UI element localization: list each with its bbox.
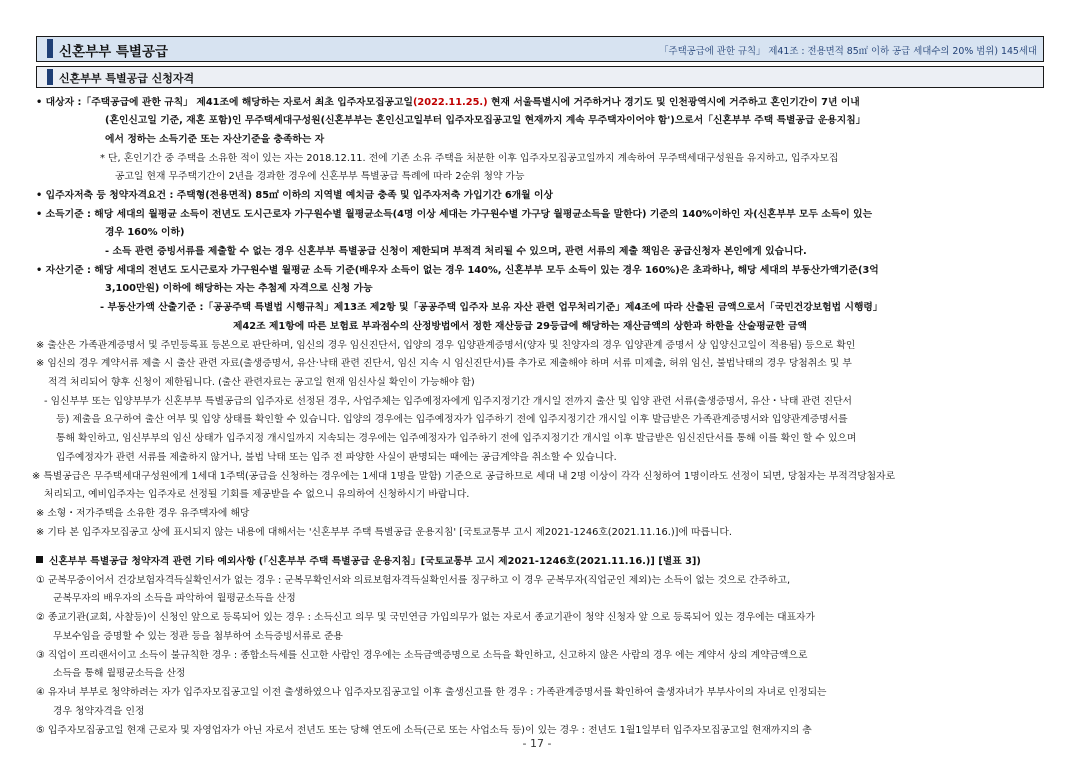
income-proof-note: - 소득 관련 증빙서류를 제출할 수 없는 경우 신혼부부 특별공급 신청이 제한되며 부적격 처리될 수 있으며, 관련 서류의 제출 책임은 공급신청자 본인에게 있습니다. (105, 246, 807, 257)
pregnancy-detail-line-3: 통해 확인하고, 임신부부의 임신 상태가 입주지정 개시일까지 지속되는 경우에는 입주예정자가 입주하기 전에 입주지정기간 개시일 이후 발급받은 임신진단서를 통해 이를 확인 할 수 있으며 (56, 433, 857, 444)
small-house-note: ※ 소형・저가주택을 소유한 경우 유주택자에 해당 (36, 508, 250, 519)
special-supply-note-line-2: 처리되고, 예비입주자는 입주자로 선정될 기회를 제공받을 수 없으니 유의하여 신청하시기 바랍니다. (44, 489, 470, 500)
eligibility-target-line-2: (혼인신고일 기준, 재혼 포함)인 무주택세대구성원(신혼부부는 혼인신고일부터 입주자모집공고일 현재까지 계속 무주택자이어야 함')으로서「신혼부부 주택 특별공급 운용지침」 (105, 115, 866, 126)
square-bullet-icon (36, 556, 43, 563)
income-criteria-line-2: 경우 160% 이하) (105, 227, 185, 238)
pregnancy-detail-line-1: - 임신부부 또는 입양부부가 신혼부부 특별공급의 입주자로 선정된 경우, 사업주체는 입주예정자에게 입주지정기간 개시일 전까지 출산 및 입양 관련 서류(출생증명서, 유산・낙태 관련 진단서 (44, 396, 853, 407)
asset-criteria-line-1: • 자산기준 : 해당 세대의 전년도 도시근로자 가구원수별 월평균 소득 기준(배우자 소득이 없는 경우 140%, 신혼부부 모두 소득이 있는 경우 160%)은 초과하나, 해당 세대의 부동산가액기준(3억 (36, 265, 879, 276)
exception-4-line-2: 경우 청약자격을 인정 (53, 706, 145, 717)
section-title-reference: 「주택공급에 관한 규칙」 제41조 : 전용면적 85㎡ 이하 공급 세대수의 20% 범위) 145세대 (659, 46, 1037, 57)
special-supply-note-line-1: ※ 특별공급은 무주택세대구성원에게 1세대 1주택(공급을 신청하는 경우에는 1세대 1명을 말함) 기준으로 공급하므로 세대 내 2명 이상이 각각 신청하여 1명이라도 선정이 되면, 당첨자는 부적격당첨자로 (32, 471, 896, 482)
savings-requirement-line: • 입주자저축 등 청약자격요건 : 주택형(전용면적) 85㎡ 이하의 지역별 예치금 충족 및 입주자저축 가입기간 6개월 이상 (36, 190, 553, 201)
pregnancy-detail-line-4: 입주예정자가 관련 서류를 제출하지 않거나, 불법 낙태 또는 입주 전 파양한 사실이 판명되는 때에는 공급계약을 취소할 수 있습니다. (56, 452, 617, 463)
exception-1-line-1: ① 군복무중이어서 건강보험자격득실확인서가 없는 경우 : 군복무확인서와 의료보험자격득실확인서를 징구하고 이 경우 군복무자(직업군인 제외)는 소득이 없는 것으로 간주하고, (36, 575, 791, 586)
exception-note-line-2: 공고일 현재 무주택기간이 2년을 경과한 경우에 신혼부부 특별공급 특례에 따라 2순위 청약 가능 (115, 171, 525, 182)
exception-3-line-1: ③ 직업이 프리랜서이고 소득이 불규칙한 경우 : 종합소득세를 신고한 사람인 경우에는 소득금액증명으로 소득을 확인하고, 신고하지 않은 사람의 경우 에는 계약서 상의 계약금액으로 (36, 650, 808, 661)
guideline-reference-note: ※ 기타 본 입주자모집공고 상에 표시되지 않는 내용에 대해서는 '신혼부부 주택 특별공급 운용지침' [국토교통부 고시 제2021-1246호(2021.11.16.)]에 따릅니다. (36, 527, 733, 538)
section-title: 신혼부부 특별공급 (59, 44, 169, 60)
subsection-accent-bar (47, 69, 53, 85)
property-value-criteria-line-1: - 부동산가액 산출기준 :「공공주택 특별법 시행규칙」제13조 제2항 및「공공주택 입주자 보유 자산 관련 업무처리기준」제4조에 따라 산출된 금액으로서「국민건강보험법 시행령」 (100, 302, 883, 313)
exception-3-line-2: 소득을 통해 월평균소득을 산정 (53, 668, 186, 679)
exceptions-heading-text: 신혼부부 특별공급 청약자격 관련 기타 예외사항 (「신혼부부 주택 특별공급 운용지침」[국토교통부 고시 제2021-1246호(2021.11.16.)] [별표 3]) (49, 556, 701, 567)
pregnancy-note-line-1: ※ 임신의 경우 계약서류 제출 시 출산 관련 자료(출생증명서, 유산·낙태 관련 진단서, 임신 지속 시 임신진단서)를 추가로 제출해야 하며 서류 미제출, 허위 임신, 불법낙태의 경우 당첨취소 및 부 (36, 358, 852, 369)
exception-1-line-2: 군복무자의 배우자의 소득을 파악하여 월평균소득을 산정 (53, 593, 296, 604)
exception-2-line-1: ② 종교기관(교회, 사찰등)이 신청인 앞으로 등록되어 있는 경우 : 소득신고 의무 및 국민연금 가입의무가 없는 자로서 종교기관이 청약 신청자 앞 으로 등록되어 있는 경우에는 대표자가 (36, 612, 815, 623)
subsection-title: 신혼부부 특별공급 신청자격 (59, 72, 195, 85)
eligibility-target-line-1 (36, 96, 860, 109)
title-accent-bar (47, 39, 53, 58)
subsection-bar (36, 66, 1044, 88)
pregnancy-detail-line-2: 등) 제출을 요구하여 출산 여부 및 입양 상태를 확인할 수 있습니다. 입양의 경우에는 입주예정자가 입주하기 전에 입주지정기간 개시일 이후 발급받은 가족관계증명서와 입양관계증명서를 (56, 414, 848, 425)
announcement-date-highlight: (2022.11.25.) (412, 97, 488, 108)
pregnancy-note-line-2: 적격 처리되어 향후 신청이 제한됩니다. (출산 관련자료는 공고일 현재 임신사실 확인이 가능해야 함) (48, 377, 475, 388)
section-title-bar (36, 36, 1044, 62)
page-number: - 17 - (522, 737, 552, 750)
exception-5-line-1: ⑤ 입주자모집공고일 현재 근로자 및 자영업자가 아닌 자로서 전년도 또는 당해 연도에 소득(근로 또는 사업소득 등)이 있는 경우 : 전년도 1월1일부터 입주자모집공고일 현재까지의 총 (36, 725, 812, 736)
asset-criteria-line-2: 3,100만원) 이하에 해당하는 자는 추첨제 자격으로 신청 가능 (105, 283, 373, 294)
property-value-criteria-line-2: 제42조 제1항에 따른 보험료 부과점수의 산정방법에서 정한 재산등급 29등급에 해당하는 재산금액의 상한과 하한을 산술평균한 금액 (233, 321, 807, 332)
income-criteria-line-1: • 소득기준 : 해당 세대의 월평균 소득이 전년도 도시근로자 가구원수별 월평균소득(4명 이상 세대는 가구원수별 가구당 월평균소득을 말한다) 기준의 140%이하인 자(신혼부부 모두 소득이 있는 (36, 209, 873, 220)
target-line-text: • 대상자 :「주택공급에 관한 규칙」 제41조에 해당하는 자로서 최초 입주자모집공고일(2022.11.25.) 현재 서울특별시에 거주하거나 경기도 및 인천광역시에 거주하고 혼인기간이 7년 이내 (36, 97, 860, 108)
exception-2-line-2: 무보수임을 증명할 수 있는 정관 등을 첨부하여 소득증빙서류로 준용 (53, 631, 343, 642)
exception-note-line-1: * 단, 혼인기간 중 주택을 소유한 적이 있는 자는 2018.12.11. 전에 기존 소유 주택을 처분한 이후 입주자모집공고일까지 계속하여 무주택세대구성원을 유지하고, 입주자모집 (100, 153, 839, 164)
eligibility-target-line-3: 에서 정하는 소득기준 또는 자산기준을 충족하는 자 (105, 134, 325, 145)
exception-4-line-1: ④ 유자녀 부부로 청약하려는 자가 입주자모집공고일 이전 출생하였으나 입주자모집공고일 이후 출생신고를 한 경우 : 가족관계증명서를 확인하여 출생자녀가 부부사이의 자녀로 인정되는 (36, 687, 827, 698)
exceptions-heading (36, 555, 701, 568)
birth-proof-note: ※ 출산은 가족관계증명서 및 주민등록표 등본으로 판단하며, 임신의 경우 임신진단서, 입양의 경우 입양관계증명서(양자 및 친양자의 경우 입양관계 증명서 상 입양신고일이 적용됨) 등으로 확인 (36, 340, 856, 351)
